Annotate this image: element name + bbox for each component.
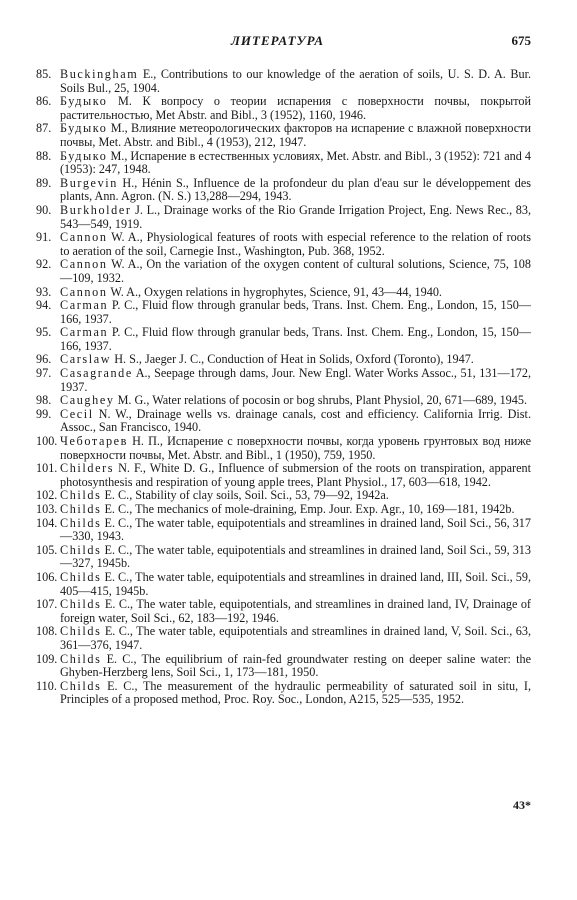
reference-text: E. C., The water table, equipotentials, and streamlines in drained land, IV, Drainage of foreign water, Soil Sci., 62, 183—192, 1946. (60, 597, 531, 625)
reference-text: W. A., On the variation of the oxygen content of cultural solutions, Science, 75, 108—109, 1932. (60, 257, 531, 285)
reference-entry (36, 68, 531, 95)
reference-number: 88. (36, 148, 52, 163)
reference-entry (36, 408, 531, 435)
reference-entry (36, 286, 531, 300)
reference-author: Casagrande (60, 366, 133, 381)
reference-author: Childs (60, 542, 102, 557)
reference-text: М., Испарение в естественных условиях, Met. Abstr. and Bibl., 3 (1952): 721 and 4 (1953): 247, 1948. (60, 148, 531, 177)
reference-text: H., Hénin S., Influence de la profondeur du plan d'eau sur le développement des plants, Ann. Agron. (N. S.) 13,288—294, 1943. (60, 175, 531, 204)
reference-entry (36, 204, 531, 231)
reference-number: 110. (36, 678, 57, 693)
signature-mark: 43* (513, 798, 531, 812)
reference-text: N. F., White D. G., Influence of submersion of the roots on transpiration, apparent photosynthesis and respiration of young apple trees, Plant Physiol., 17, 603—618, 1942. (60, 461, 531, 489)
reference-author: Childs (60, 515, 102, 530)
reference-entry (36, 680, 531, 707)
reference-author: Caughey (60, 393, 115, 408)
reference-text: E. C., The mechanics of mole-draining, Emp. Jour. Exp. Agr., 10, 169—181, 1942b. (101, 502, 515, 516)
reference-author: Childs (60, 597, 102, 612)
reference-entry (36, 517, 531, 544)
reference-entry (36, 462, 531, 489)
reference-entry (36, 598, 531, 625)
reference-number: 101. (36, 461, 58, 476)
reference-text: E. C., The water table, equipotentials and streamlines in drained land, III, Soil. Sci., 59, 405—415, 1945b. (60, 569, 531, 598)
reference-author: Будыко (60, 121, 108, 136)
reference-number: 100. (36, 434, 58, 449)
reference-number: 93. (36, 284, 52, 299)
reference-author: Carslaw (60, 352, 112, 367)
reference-text: W. A., Physiological features of roots with especial reference to the relation of roots to aeration of the soil, Carnegie Inst., Washington, Pub. 368, 1952. (60, 230, 531, 258)
reference-text: H. S., Jaeger J. C., Conduction of Heat in Solids, Oxford (Toronto), 1947. (111, 352, 474, 367)
reference-author: Burgevin (60, 175, 118, 190)
reference-entry (36, 544, 531, 571)
reference-number: 89. (36, 175, 52, 190)
reference-number: 96. (36, 352, 52, 367)
reference-entry (36, 326, 531, 353)
reference-text: P. C., Fluid flow through granular beds, Trans. Inst. Chem. Eng., London, 15, 150—166, 1937. (60, 298, 531, 326)
reference-author: Childs (60, 569, 102, 584)
reference-number: 105. (36, 542, 58, 557)
reference-author: Cannon (60, 284, 108, 299)
reference-number: 90. (36, 202, 52, 217)
reference-author: Cannon (60, 230, 108, 245)
reference-entry (36, 258, 531, 285)
reference-author: Childers (60, 461, 115, 476)
reference-text: J. L., Drainage works of the Rio Grande Irrigation Project, Eng. News Rec., 83, 543—549, 1919. (60, 202, 531, 231)
reference-author: Будыко (60, 148, 108, 163)
reference-author: Childs (60, 624, 102, 639)
page-number: 675 (511, 33, 531, 48)
reference-entry (36, 367, 531, 394)
reference-author: Чеботарев (60, 434, 129, 449)
running-header (36, 33, 531, 51)
reference-text: E. C., The water table, equipotentials and streamlines in drained land, Soil Sci., 56, 317—330, 1943. (60, 515, 531, 544)
reference-author: Childs (60, 651, 102, 666)
reference-number: 109. (36, 651, 58, 666)
reference-entry (36, 435, 531, 462)
reference-author: Carman (60, 325, 109, 340)
reference-author: Cannon (60, 257, 108, 272)
reference-text: W. A., Oxygen relations in hygrophytes, Science, 91, 43—44, 1940. (107, 284, 442, 299)
reference-text: M. G., Water relations of pocosin or bog shrubs, Plant Physiol, 20, 671—689, 1945. (114, 393, 528, 408)
reference-entry (36, 95, 531, 122)
reference-number: 106. (36, 569, 58, 584)
reference-number: 108. (36, 624, 58, 639)
reference-entry (36, 353, 531, 367)
reference-number: 104. (36, 515, 58, 530)
reference-number: 85. (36, 67, 52, 81)
reference-text: N. W., Drainage wells vs. drainage canals, cost and efficiency. California Irrig. Dist. Assoc., San Francisco, 1940. (60, 406, 531, 435)
reference-number: 97. (36, 366, 52, 381)
reference-entry (36, 653, 531, 680)
reference-number: 98. (36, 393, 52, 408)
reference-entry (36, 625, 531, 652)
reference-number: 87. (36, 121, 52, 136)
reference-entry (36, 503, 531, 517)
reference-entry (36, 150, 531, 177)
reference-number: 102. (36, 488, 58, 503)
reference-number: 94. (36, 298, 52, 313)
reference-entry (36, 177, 531, 204)
reference-author: Childs (60, 488, 102, 503)
reference-text: М., Влияние метеорологических факторов на испарение с влажной поверхности почвы, Met. Abstr. and Bibl., 4 (1953), 212, 1947. (60, 121, 531, 149)
reference-number: 99. (36, 406, 52, 421)
reference-number: 86. (36, 94, 52, 109)
reference-text: A., Seepage through dams, Jour. New Engl. Water Works Assoc., 51, 131—172, 1937. (60, 366, 531, 394)
reference-text: E. C., Stability of clay soils, Soil. Sci., 53, 79—92, 1942a. (101, 488, 389, 503)
reference-number: 107. (36, 597, 58, 612)
reference-number: 91. (36, 230, 52, 245)
reference-author: Cecil (60, 406, 94, 421)
reference-text: E. C., The water table, equipotentials and streamlines in drained land, V, Soil. Sci., 63, 361—376, 1947. (60, 624, 531, 652)
reference-text: E. C., The measurement of the hydraulic permeability of saturated soil in situ, I, Principles of a proposed method, Proc. Roy. Soc., London, A215, 525—535, 1952. (60, 678, 531, 707)
reference-author: Burkholder (60, 202, 132, 217)
reference-entry (36, 299, 531, 326)
reference-author: Buckingham (60, 67, 139, 81)
reference-text: P. C., Fluid flow through granular beds, Trans. Inst. Chem. Eng., London, 15, 150—166, 1937. (60, 325, 531, 353)
reference-entry (36, 122, 531, 149)
reference-author: Carman (60, 298, 109, 313)
running-title: ЛИТЕРАТУРА (231, 33, 325, 48)
reference-entry (36, 571, 531, 598)
reference-list (36, 68, 531, 707)
reference-author: Childs (60, 502, 102, 516)
reference-text: E. C., The water table, equipotentials and streamlines in drained land, Soil Sci., 59, 313—327, 1945b. (60, 542, 531, 571)
reference-text: Н. П., Испарение с поверхности почвы, когда уровень грунтовых вод ниже поверхности почвы, Met. Abstr. and Bibl., 1 (1950), 759, 1950. (60, 434, 531, 462)
reference-text: М. К вопросу о теории испарения с поверхности почвы, покрытой растительностью, Met Abstr. and Bibl., 3 (1952), 1160, 1946. (60, 94, 531, 122)
reference-text: E. C., The equilibrium of rain-fed groundwater resting on deeper saline water: the Ghyben-Herzberg lens, Soil Sci., 1, 173—181, 1950. (60, 651, 531, 680)
reference-entry (36, 394, 531, 408)
reference-entry (36, 489, 531, 503)
reference-number: 95. (36, 325, 52, 340)
reference-text: E., Contributions to our knowledge of the aeration of soils, U. S. D. A. Bur. Soils Bul., 25, 1904. (60, 67, 531, 95)
reference-number: 103. (36, 502, 58, 516)
reference-author: Будыко (60, 94, 108, 109)
reference-author: Childs (60, 678, 102, 693)
reference-entry (36, 231, 531, 258)
reference-number: 92. (36, 257, 52, 272)
